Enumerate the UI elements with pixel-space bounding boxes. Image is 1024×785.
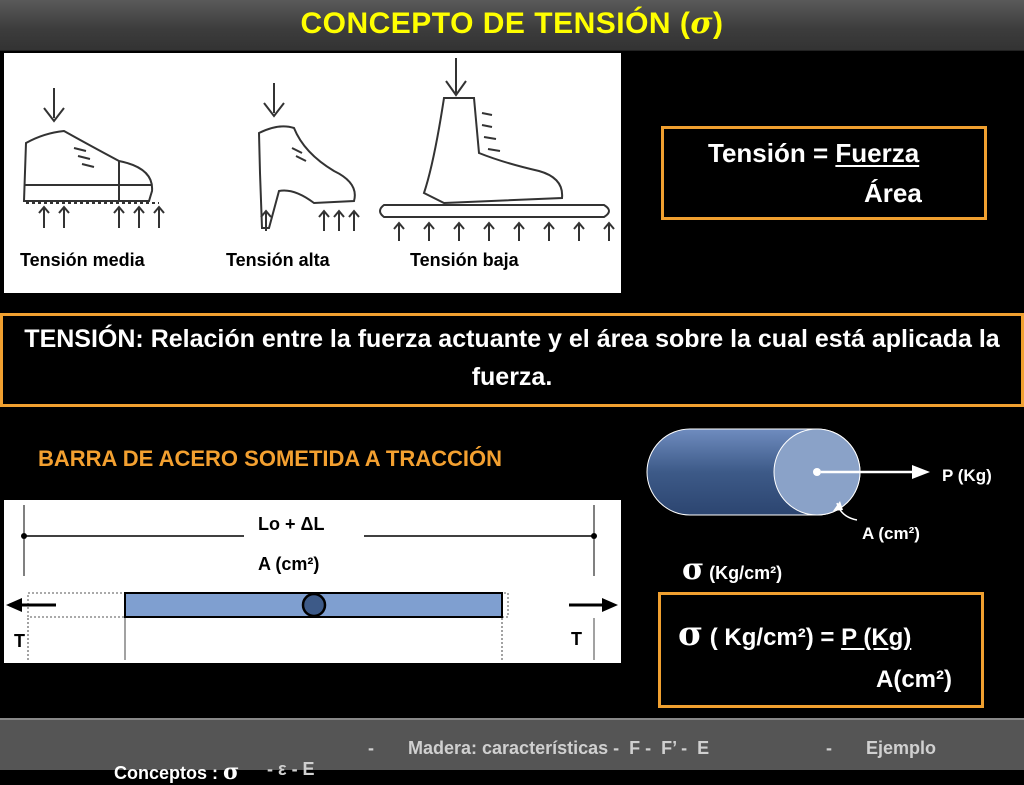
length-label: Lo + ΔL [258,514,325,534]
footer-conceptos[interactable]: Conceptos : σ [114,759,240,785]
tension-formula-line: Tensión = Fuerza [708,138,920,168]
formula-denominator: Área [864,178,922,208]
flat-shoe-icon [24,88,164,228]
cylinder-force-label: P (Kg) [942,466,992,485]
caption-tension-media: Tensión media [20,250,145,270]
high-heel-shoe-icon [259,83,359,231]
cylinder-area-label: A (cm²) [862,524,920,543]
bar-area-label: A (cm²) [258,554,320,574]
stress-formula-line: σ ( Kg/cm²) = P (Kg) [678,614,912,654]
steel-bar-diagram [4,500,621,663]
sigma-symbol: σ [678,614,704,654]
definition-text: TENSIÓN: Relación entre la fuerza actuante y el área sobre la cual está aplicada la fuerza. [24,325,1000,391]
bar-section-title: BARRA DE ACERO SOMETIDA A TRACCIÓN [38,446,503,471]
sigma-symbol: σ [690,6,714,41]
footer-madera[interactable]: Madera: características - F - F’ - E [408,738,710,758]
sigma-symbol: σ [223,759,240,785]
caption-tension-baja: Tensión baja [410,250,519,270]
stress-numerator: P (Kg) [841,624,912,651]
formula-numerator: Fuerza [835,138,920,168]
shoes-illustration [4,53,621,293]
sigma-unit-label: σ (Kg/cm²) [682,552,783,587]
footer-separator: - [826,738,832,758]
caption-tension-alta: Tensión alta [226,250,330,270]
footer-ejemplo[interactable]: Ejemplo [866,738,937,758]
footer-separator: - [368,738,374,758]
boot-icon [380,58,614,241]
force-label-left: T [14,631,25,651]
definition-label: TENSIÓN: [24,325,144,353]
sigma-symbol: σ [682,552,705,587]
force-label-right: T [571,629,582,649]
stress-denominator: A(cm²) [876,666,952,693]
footer-epsilon[interactable]: - ε - E [262,759,315,779]
page-title: CONCEPTO DE TENSIÓN (σ) [300,6,724,41]
